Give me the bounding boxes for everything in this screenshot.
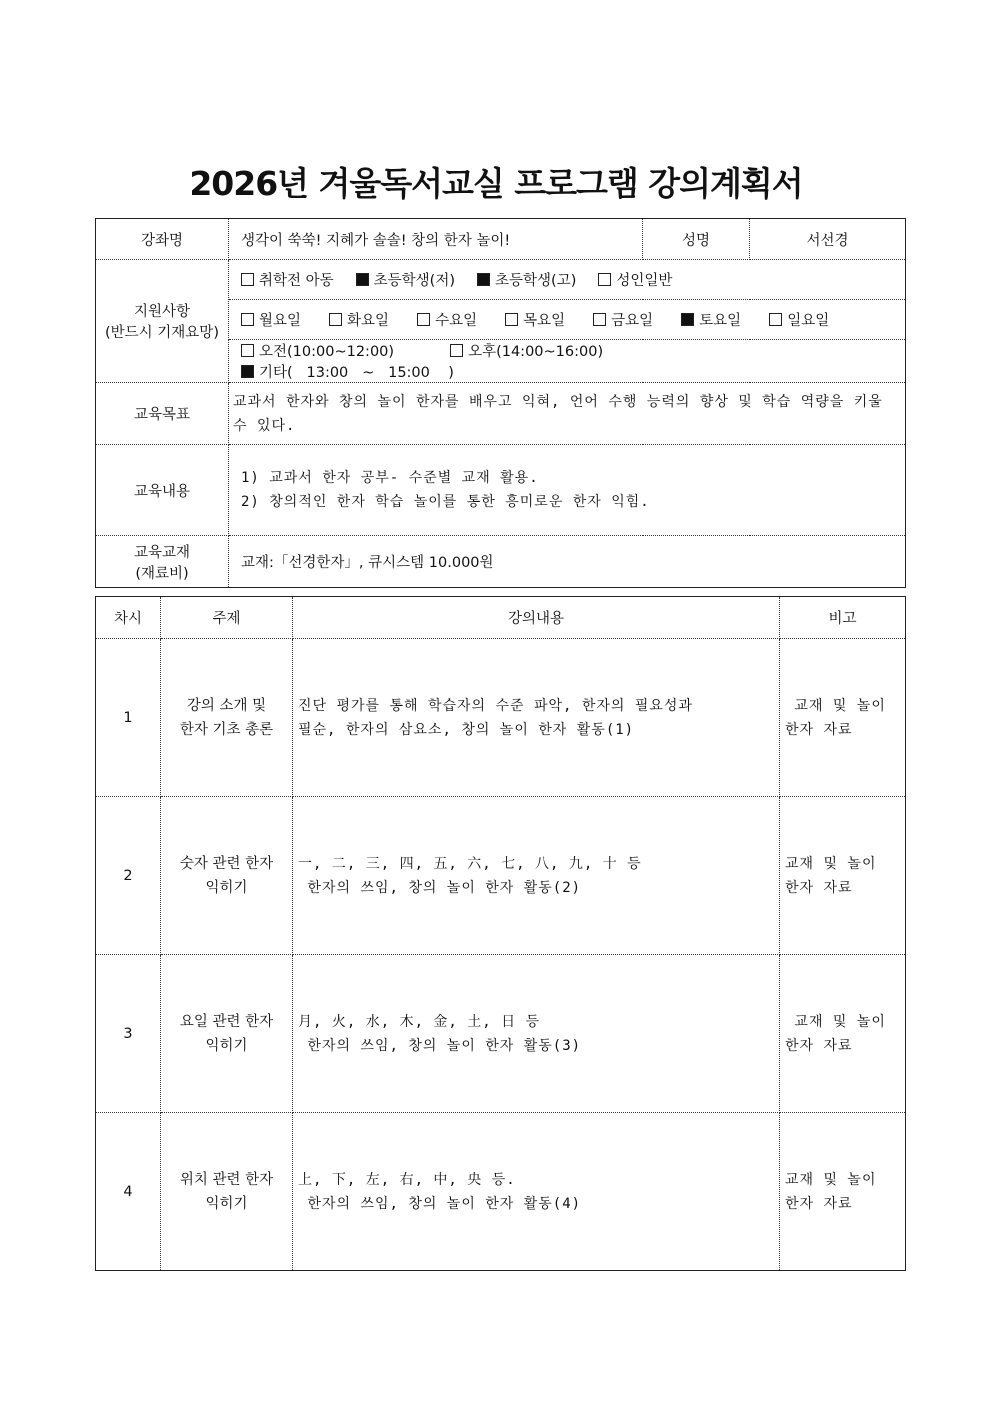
- checked-box-icon[interactable]: [681, 313, 694, 326]
- material-text: 교재:「선경한자」, 큐시스템 10.000원: [229, 536, 906, 588]
- day-option-label: 목요일: [523, 313, 566, 329]
- session-content: [293, 1113, 780, 1271]
- target-options: [229, 260, 906, 300]
- day-option-label: 토요일: [699, 313, 742, 329]
- empty-box-icon[interactable]: [769, 313, 782, 326]
- goal-row: [96, 383, 906, 445]
- target-option-label: 취학전 아동: [259, 273, 334, 289]
- topic-line: 익히기: [205, 879, 248, 896]
- day-option-label: 일요일: [787, 313, 830, 329]
- table-row: [96, 1113, 906, 1271]
- topic-line: 위치 관련 한자: [179, 1171, 274, 1188]
- content-line: 필순, 한자의 삼요소, 창의 놀이 한자 활동(1): [298, 721, 635, 738]
- session-content: [293, 797, 780, 955]
- session-number: 4: [96, 1113, 161, 1271]
- time-option-label: 기타( 13:00 ~ 15:00 ): [259, 365, 454, 381]
- session-content: [293, 955, 780, 1113]
- session-topic: [161, 797, 293, 955]
- content-row: [96, 445, 906, 536]
- content-label: 교육내용: [96, 445, 229, 536]
- day-options: [229, 300, 906, 340]
- day-option[interactable]: [769, 313, 829, 329]
- schedule-table: [95, 596, 906, 1271]
- apply-label-note: (반드시 기재요망): [105, 325, 219, 341]
- target-option-label: 초등학생(고): [495, 273, 577, 289]
- empty-box-icon[interactable]: [241, 344, 254, 357]
- course-row: [96, 219, 906, 260]
- session-topic: [161, 639, 293, 797]
- day-option-label: 금요일: [611, 313, 654, 329]
- topic-line: 익히기: [205, 1195, 248, 1212]
- content-line: 한자의 쓰임, 창의 놀이 한자 활동(2): [298, 879, 582, 896]
- header-note: 비고: [780, 597, 906, 639]
- checked-box-icon[interactable]: [241, 365, 254, 378]
- session-number: 1: [96, 639, 161, 797]
- time-options: [229, 340, 906, 383]
- day-option[interactable]: [593, 313, 653, 329]
- session-note: [780, 955, 906, 1113]
- day-option[interactable]: [241, 313, 301, 329]
- note-line: 교재 및 놀이: [785, 697, 886, 714]
- empty-box-icon[interactable]: [329, 313, 342, 326]
- target-option[interactable]: [477, 273, 576, 289]
- time-option-label: 오전(10:00~12:00): [259, 344, 395, 360]
- session-number: 3: [96, 955, 161, 1113]
- course-name: 생각이 쑥쑥! 지혜가 솔솔! 창의 한자 놀이!: [229, 219, 643, 260]
- content-line-1: 1) 교과서 한자 공부- 수준별 교재 활용.: [241, 470, 539, 486]
- goal-text: 교과서 한자와 창의 놀이 한자를 배우고 익혀, 언어 수행 능력의 향상 및 학습 역량을 키울 수 있다.: [229, 383, 906, 445]
- note-line: 교재 및 놀이: [785, 1013, 886, 1030]
- note-line: 한자 자료: [785, 879, 853, 896]
- table-row: [96, 955, 906, 1113]
- note-line: 한자 자료: [785, 1037, 853, 1054]
- topic-line: 강의 소개 및: [186, 697, 267, 714]
- day-option-label: 월요일: [259, 313, 302, 329]
- note-line: 교재 및 놀이: [785, 1171, 877, 1188]
- topic-line: 한자 기초 총론: [179, 721, 274, 738]
- topic-line: 요일 관련 한자: [179, 1013, 274, 1030]
- targets-row: [96, 260, 906, 300]
- day-option[interactable]: [417, 313, 477, 329]
- session-note: [780, 797, 906, 955]
- schedule-header-row: [96, 597, 906, 639]
- note-line: 한자 자료: [785, 721, 853, 738]
- target-option-label: 성인일반: [616, 273, 673, 289]
- session-note: [780, 639, 906, 797]
- topic-line: 익히기: [205, 1037, 248, 1054]
- empty-box-icon[interactable]: [593, 313, 606, 326]
- session-content: [293, 639, 780, 797]
- empty-box-icon[interactable]: [450, 344, 463, 357]
- empty-box-icon[interactable]: [241, 313, 254, 326]
- empty-box-icon[interactable]: [417, 313, 430, 326]
- checked-box-icon[interactable]: [356, 273, 369, 286]
- material-label-main: 교육교재: [133, 544, 191, 561]
- target-option-label: 초등학생(저): [373, 273, 456, 289]
- content-line: 上, 下, 左, 右, 中, 央 등.: [298, 1171, 516, 1188]
- day-option[interactable]: [329, 313, 389, 329]
- day-option-label: 화요일: [347, 313, 390, 329]
- content-line: 한자의 쓰임, 창의 놀이 한자 활동(3): [298, 1037, 582, 1054]
- content-text: [229, 445, 906, 536]
- target-option[interactable]: [598, 273, 672, 289]
- content-line-2: 2) 창의적인 한자 학습 놀이를 통한 흥미로운 한자 익힘.: [241, 494, 650, 510]
- material-row: [96, 536, 906, 588]
- material-label: [96, 536, 229, 588]
- table-row: [96, 797, 906, 955]
- day-option[interactable]: [681, 313, 741, 329]
- empty-box-icon[interactable]: [241, 273, 254, 286]
- content-line: 月, 火, 水, 木, 金, 土, 日 등: [298, 1013, 541, 1030]
- empty-box-icon[interactable]: [505, 313, 518, 326]
- name-label: 성명: [643, 219, 750, 260]
- time-option-label: 오후(14:00~16:00): [468, 344, 604, 360]
- day-option[interactable]: [505, 313, 565, 329]
- time-option[interactable]: [241, 365, 454, 381]
- apply-label: [96, 260, 229, 383]
- course-label: 강좌명: [96, 219, 229, 260]
- name-value: 서선경: [750, 219, 906, 260]
- empty-box-icon[interactable]: [598, 273, 611, 286]
- info-table: [95, 218, 906, 588]
- session-topic: [161, 1113, 293, 1271]
- target-option[interactable]: [241, 273, 334, 289]
- content-line: 一, 二, 三, 四, 五, 六, 七, 八, 九, 十 등: [298, 855, 642, 872]
- header-topic: 주제: [161, 597, 293, 639]
- apply-label-main: 지원사항: [133, 304, 191, 320]
- content-line: 한자의 쓰임, 창의 놀이 한자 활동(4): [298, 1195, 582, 1212]
- session-number: 2: [96, 797, 161, 955]
- time-option[interactable]: [450, 344, 603, 360]
- target-option[interactable]: [356, 273, 455, 289]
- goal-label: 교육목표: [96, 383, 229, 445]
- page-title: 2026년 겨울독서교실 프로그램 강의계획서: [189, 164, 803, 203]
- material-label-note: (재료비): [135, 565, 189, 582]
- session-topic: [161, 955, 293, 1113]
- time-option[interactable]: [241, 344, 394, 360]
- content-line: 진단 평가를 통해 학습자의 수준 파악, 한자의 필요성과: [298, 697, 693, 714]
- table-row: [96, 639, 906, 797]
- session-note: [780, 1113, 906, 1271]
- checked-box-icon[interactable]: [477, 273, 490, 286]
- topic-line: 숫자 관련 한자: [179, 855, 274, 872]
- header-content: 강의내용: [293, 597, 780, 639]
- note-line: 교재 및 놀이: [785, 855, 877, 872]
- day-option-label: 수요일: [435, 313, 478, 329]
- schedule-body: [96, 639, 906, 1271]
- note-line: 한자 자료: [785, 1195, 853, 1212]
- header-session: 차시: [96, 597, 161, 639]
